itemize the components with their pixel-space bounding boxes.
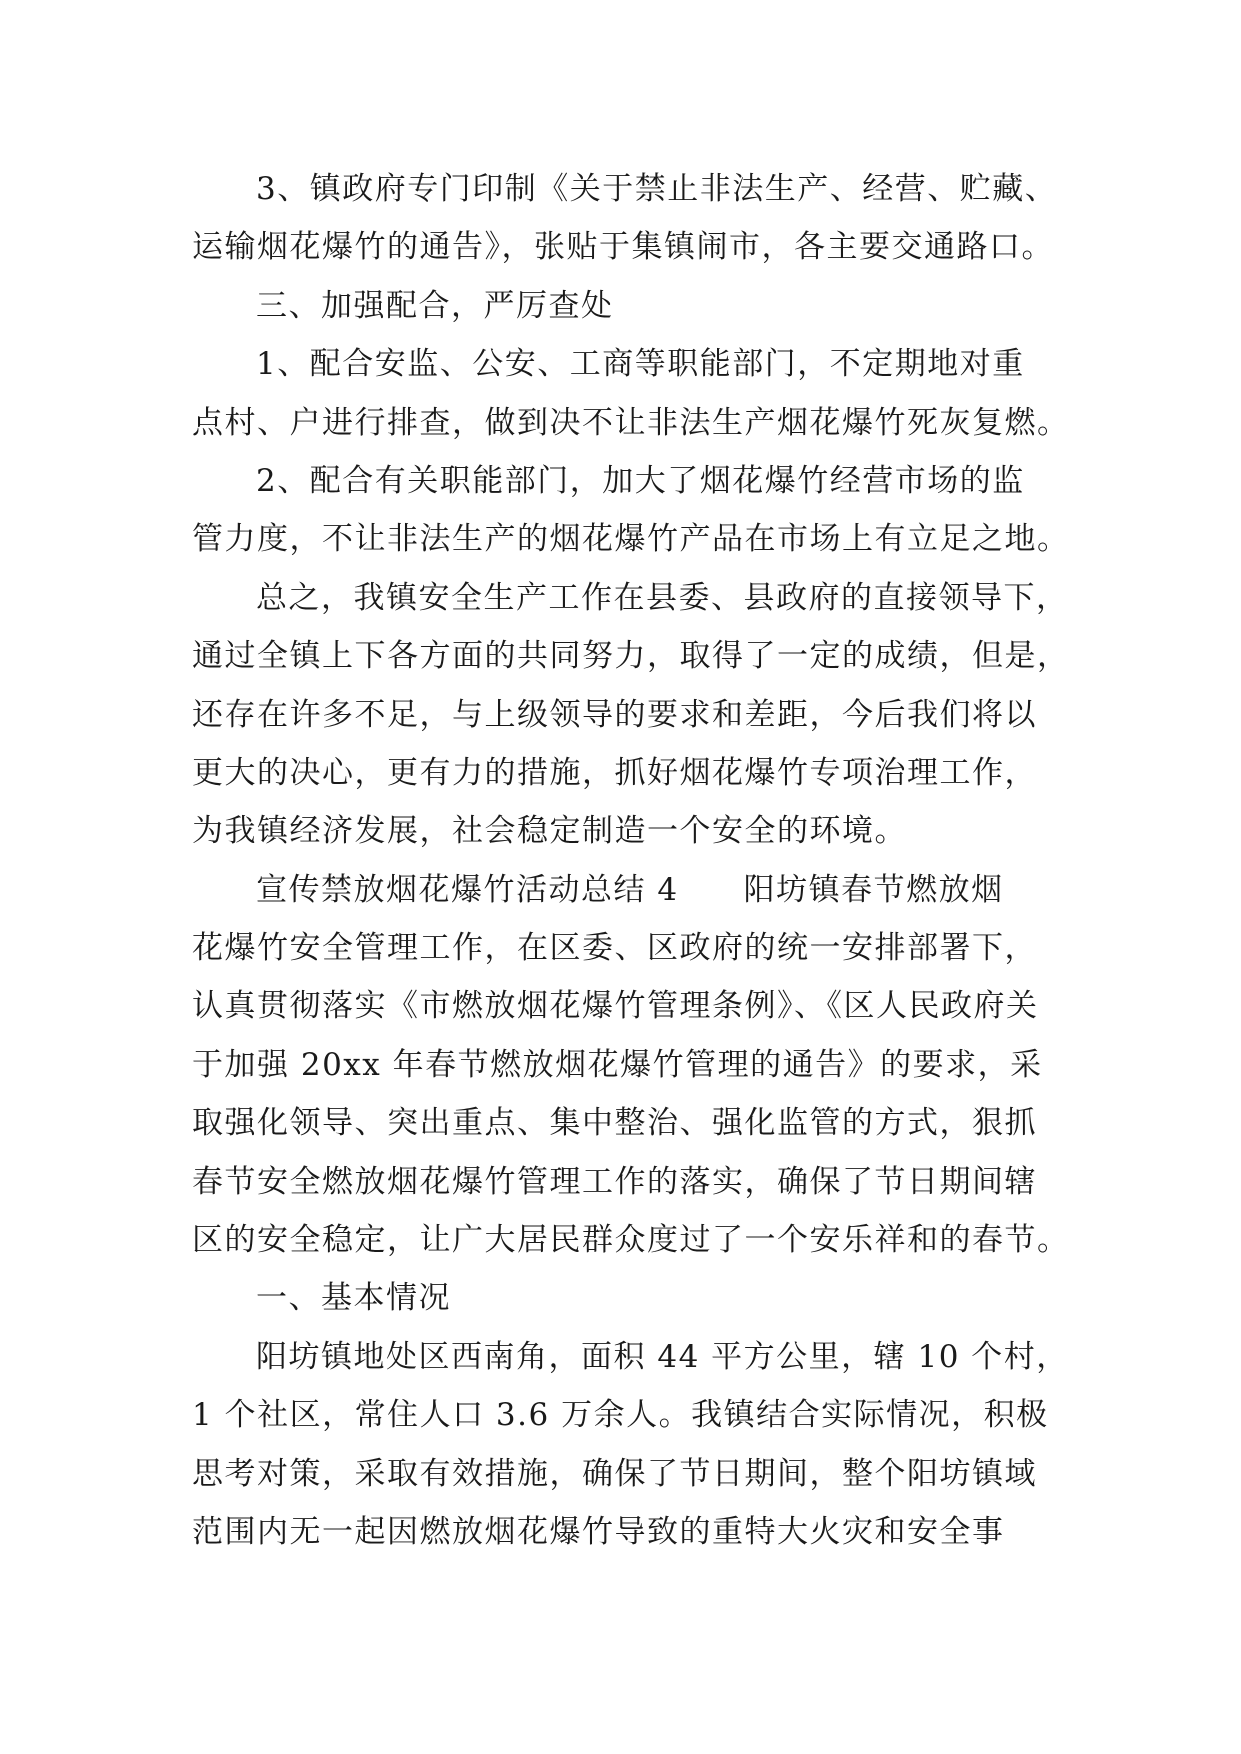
text-line: 认真贯彻落实《市燃放烟花爆竹管理条例》、《区人民政府关 — [192, 988, 1039, 1025]
text-line: 为我镇经济发展，社会稳定制造一个安全的环境。 — [192, 813, 907, 850]
text-line: 于加强 20xx 年春节燃放烟花爆竹管理的通告》的要求，采 — [192, 1046, 1043, 1083]
text-line: 三、加强配合，严厉查处 — [256, 287, 614, 324]
text-line: 宣传禁放烟花爆竹活动总结 4 阳坊镇春节燃放烟 — [256, 871, 1004, 908]
text-line: 还存在许多不足，与上级领导的要求和差距，今后我们将以 — [192, 696, 1037, 733]
text-line: 春节安全燃放烟花爆竹管理工作的落实，确保了节日期间辖 — [192, 1163, 1037, 1200]
text-line: 运输烟花爆竹的通告》，张贴于集镇闹市，各主要交通路口。 — [192, 229, 1054, 266]
text-line: 管力度，不让非法生产的烟花爆竹产品在市场上有立足之地。 — [192, 521, 1070, 558]
text-line: 阳坊镇地处区西南角，面积 44 平方公里，辖 10 个村， — [256, 1338, 1069, 1375]
text-line: 点村、户进行排查，做到决不让非法生产烟花爆竹死灰复燃。 — [192, 404, 1070, 441]
document-body — [192, 160, 1070, 1561]
text-line: 范围内无一起因燃放烟花爆竹导致的重特大火灾和安全事 — [192, 1513, 1005, 1550]
text-line: 更大的决心，更有力的措施，抓好烟花爆竹专项治理工作， — [192, 754, 1037, 791]
text-line: 花爆竹安全管理工作，在区委、区政府的统一安排部署下， — [192, 930, 1037, 967]
text-line: 1 个社区，常住人口 3.6 万余人。我镇结合实际情况，积极 — [192, 1397, 1049, 1434]
text-line: 3、镇政府专门印制《关于禁止非法生产、经营、贮藏、 — [256, 171, 1058, 207]
text-line: 区的安全稳定，让广大居民群众度过了一个安乐祥和的春节。 — [192, 1222, 1070, 1259]
text-line: 思考对策，采取有效措施，确保了节日期间，整个阳坊镇域 — [192, 1455, 1037, 1492]
text-line: 取强化领导、突出重点、集中整治、强化监管的方式，狠抓 — [192, 1105, 1037, 1142]
text-line: 1、配合安监、公安、工商等职能部门，不定期地对重 — [256, 346, 1025, 383]
text-line: 通过全镇上下各方面的共同努力，取得了一定的成绩，但是， — [192, 638, 1070, 675]
text-line: 2、配合有关职能部门，加大了烟花爆竹经营市场的监 — [256, 462, 1025, 499]
text-line: 总之，我镇安全生产工作在县委、县政府的直接领导下， — [256, 579, 1069, 616]
text-line: 一、基本情况 — [256, 1280, 451, 1317]
